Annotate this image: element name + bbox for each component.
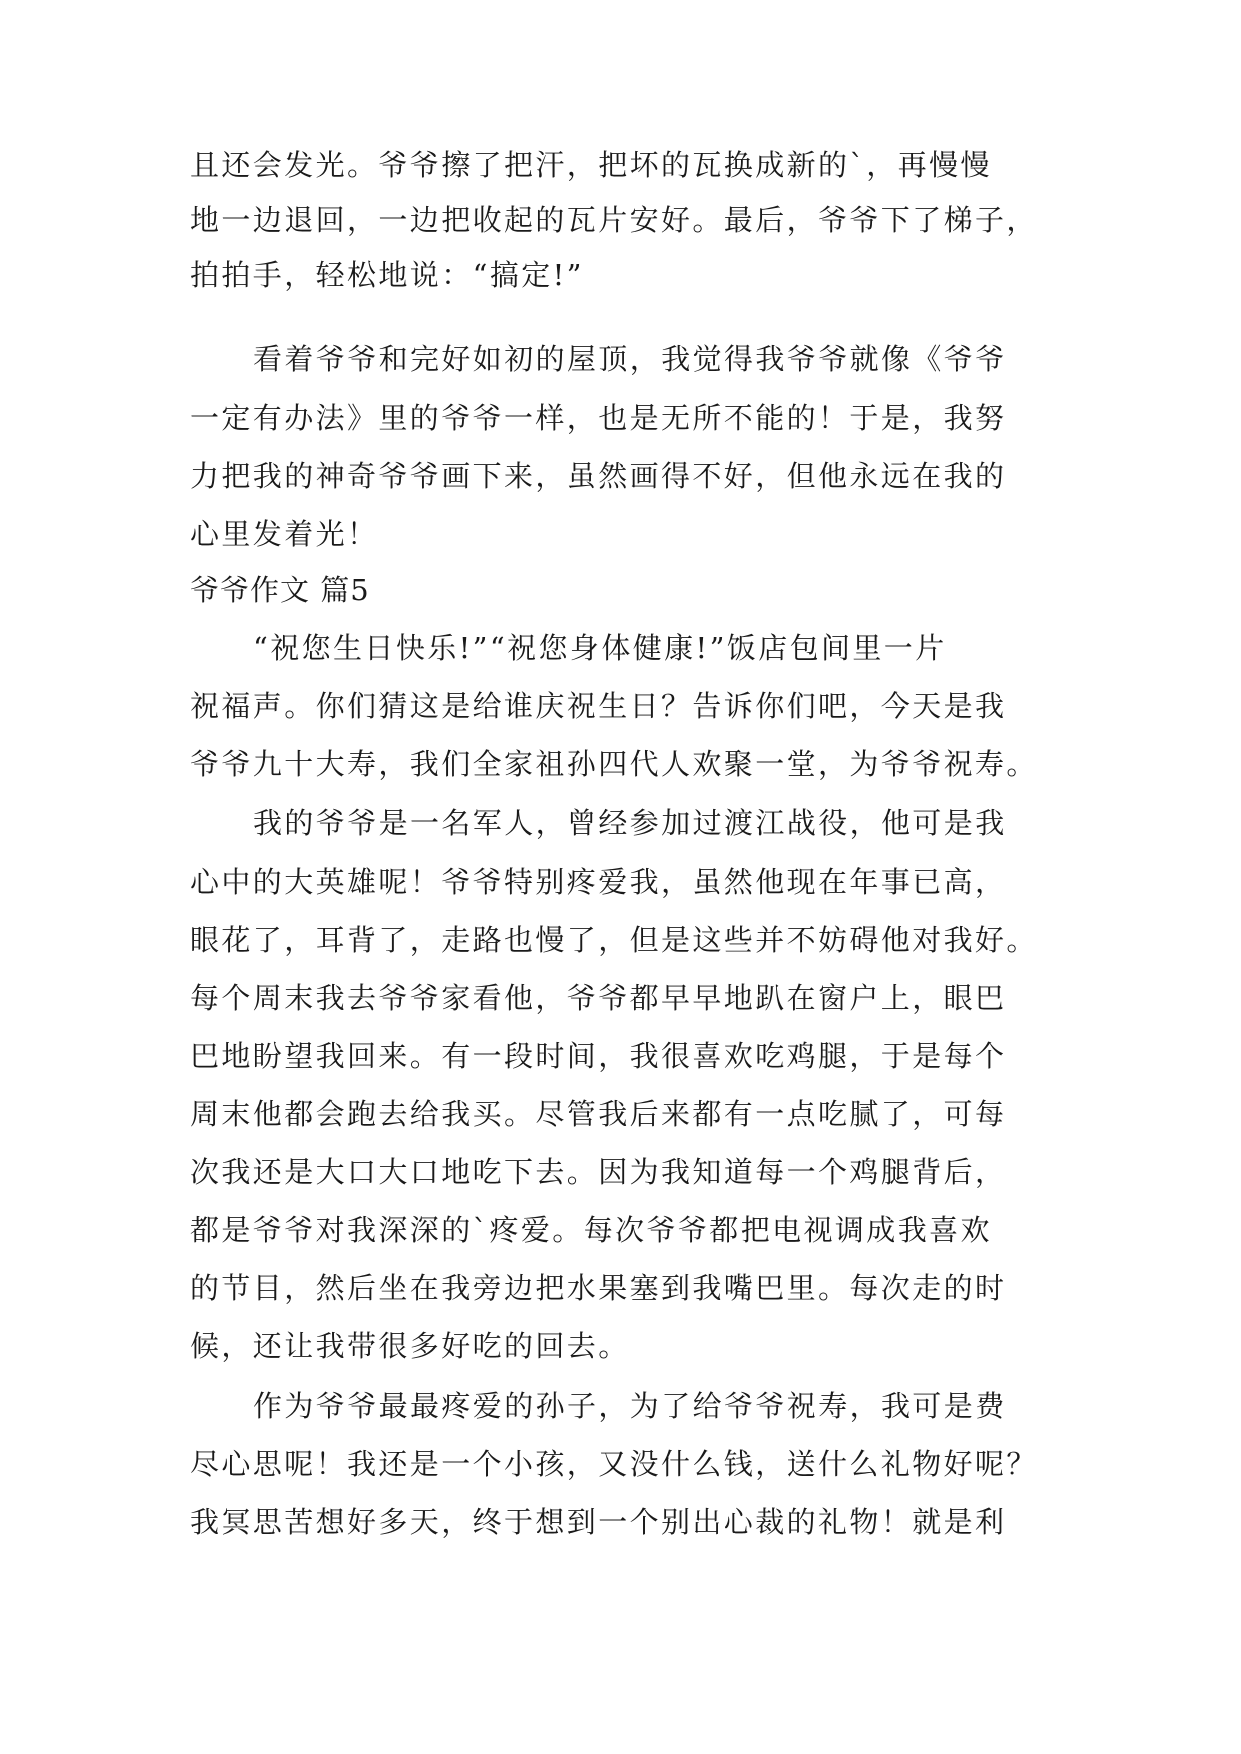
text-line: 祝福声。你们猜这是给谁庆祝生日？告诉你们吧，今天是我 bbox=[190, 689, 1007, 723]
text-line: 的节目，然后坐在我旁边把水果塞到我嘴巴里。每次走的时 bbox=[190, 1271, 1007, 1305]
text-line: 尽心思呢！我还是一个小孩，又没什么钱，送什么礼物好呢？ bbox=[190, 1447, 1038, 1481]
text-line: 力把我的神奇爷爷画下来，虽然画得不好，但他永远在我的 bbox=[190, 459, 1007, 493]
text-line: 一定有办法》里的爷爷一样，也是无所不能的！于是，我努 bbox=[190, 401, 1007, 435]
text-line: 拍拍手，轻松地说：“搞定!” bbox=[190, 258, 584, 292]
text-line: 周末他都会跑去给我买。尽管我后来都有一点吃腻了，可每 bbox=[190, 1097, 1007, 1131]
text-line: 心里发着光！ bbox=[190, 517, 379, 551]
paragraph-first-line: 我的爷爷是一名军人，曾经参加过渡江战役，他可是我 bbox=[253, 806, 1007, 840]
section-title: 爷爷作文 篇5 bbox=[190, 573, 370, 607]
text-line: 爷爷九十大寿，我们全家祖孙四代人欢聚一堂，为爷爷祝寿。 bbox=[190, 747, 1038, 781]
text-line: 心中的大英雄呢！爷爷特别疼爱我，虽然他现在年事已高， bbox=[190, 865, 1007, 899]
text-line: 巴地盼望我回来。有一段时间，我很喜欢吃鸡腿，于是每个 bbox=[190, 1039, 1007, 1073]
text-line: 眼花了，耳背了，走路也慢了，但是这些并不妨碍他对我好。 bbox=[190, 923, 1038, 957]
text-line: 都是爷爷对我深深的`疼爱。每次爷爷都把电视调成我喜欢 bbox=[190, 1213, 992, 1247]
text-line: 候，还让我带很多好吃的回去。 bbox=[190, 1329, 630, 1363]
text-line: 我冥思苦想好多天，终于想到一个别出心裁的礼物！就是利 bbox=[190, 1505, 1007, 1539]
text-line: 且还会发光。爷爷擦了把汗，把坏的瓦换成新的`，再慢慢 bbox=[190, 148, 992, 182]
text-line: 次我还是大口大口地吃下去。因为我知道每一个鸡腿背后， bbox=[190, 1155, 1007, 1189]
paragraph-first-line: “祝您生日快乐!”“祝您身体健康!”饭店包间里一片 bbox=[253, 631, 947, 665]
text-line: 地一边退回，一边把收起的瓦片安好。最后，爷爷下了梯子， bbox=[190, 203, 1038, 237]
paragraph-first-line: 作为爷爷最最疼爱的孙子，为了给爷爷祝寿，我可是费 bbox=[253, 1389, 1007, 1423]
text-line: 每个周末我去爷爷家看他，爷爷都早早地趴在窗户上，眼巴 bbox=[190, 981, 1007, 1015]
paragraph-first-line: 看着爷爷和完好如初的屋顶，我觉得我爷爷就像《爷爷 bbox=[253, 342, 1007, 376]
